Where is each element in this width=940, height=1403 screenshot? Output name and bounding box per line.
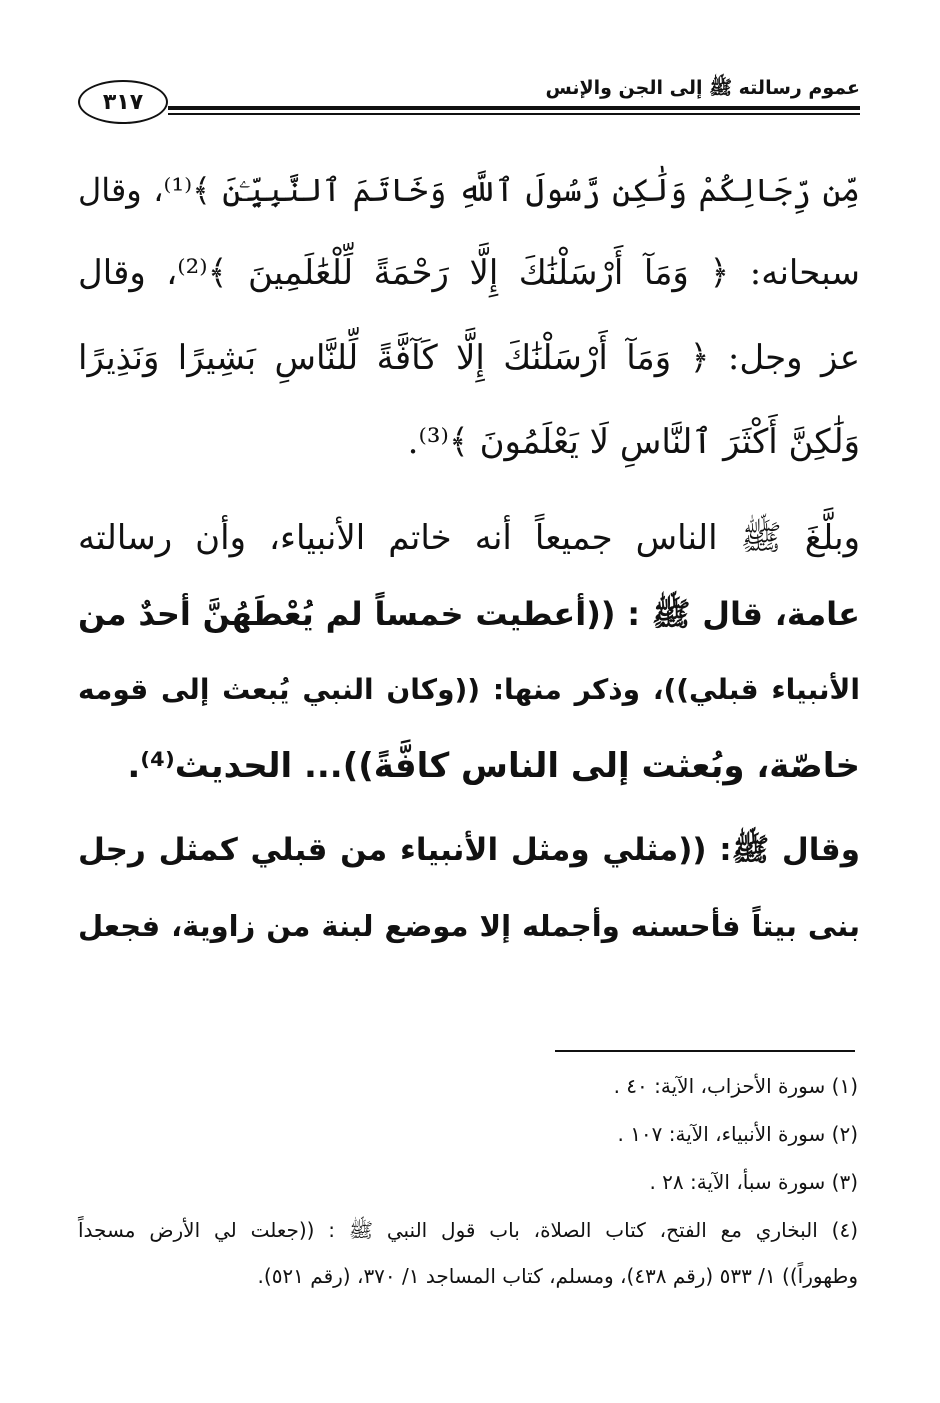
text-line: خاصّة، وبُعثت إلى الناس كافَّةً))... الحديث⁽⁴⁾. xyxy=(127,746,860,786)
page-number: ٣١٧ xyxy=(78,80,168,124)
text-line: سبحانه: ﴿ وَمَآ أَرْسَلْنَٰكَ إِلَّا رَحْمَةً لِّلْعَٰلَمِينَ ﴾⁽²⁾، وقال xyxy=(78,253,860,293)
paragraph-3 xyxy=(78,820,860,960)
text-line: وَلَٰكِنَّ أَكْثَرَ ٱلنَّاسِ لَا يَعْلَمُونَ ﴾⁽³⁾. xyxy=(407,422,860,462)
text-line: الأنبياء قبلي))، وذكر منها: ((وكان النبي يُبعث إلى قومه xyxy=(78,673,860,706)
footnote-2: (٢) سورة الأنبياء، الآية: ١٠٧ . xyxy=(617,1122,858,1146)
text-line: وبلَّغَ ﷺ الناس جميعاً أنه خاتم الأنبياء، وأن رسالته xyxy=(78,518,860,558)
text-line: وقال ﷺ: ((مثلي ومثل الأنبياء من قبلي كمثل رجل xyxy=(78,832,860,868)
text-line: بنى بيتاً فأحسنه وأجمله إلا موضع لبنة من زاوية، فجعل xyxy=(78,909,860,943)
paragraph-1 xyxy=(78,160,860,462)
text-line: عامة، قال ﷺ : ((أعطيت خمساً لم يُعْطَهُنَّ أحدٌ من xyxy=(78,595,860,633)
header-rule-thin xyxy=(168,113,860,115)
text-line: عز وجل: ﴿ وَمَآ أَرْسَلْنَٰكَ إِلَّا كَآفَّةً لِّلنَّاسِ بَشِيرًا وَنَذِيرًا xyxy=(78,338,860,378)
footnote-1: (١) سورة الأحزاب، الآية: ٤٠ . xyxy=(613,1074,858,1098)
text-line: مِّن رِّجَالِكُمْ وَلَٰكِن رَّسُولَ ٱللَّهِ وَخَاتَمَ ٱلنَّبِيِّـۧنَ ﴾⁽¹⁾، وقال xyxy=(78,171,860,209)
footnote-3: (٣) سورة سبأ، الآية: ٢٨ . xyxy=(649,1170,858,1194)
footnote-4-continued: وطهوراً)) ١/ ٥٣٣ (رقم ٤٣٨)، ومسلم، كتاب المساجد ١/ ٣٧٠، (رقم ٥٢١). xyxy=(257,1264,858,1288)
page-header xyxy=(78,70,860,140)
paragraph-2 xyxy=(78,508,860,808)
header-rule-thick xyxy=(168,106,860,110)
running-title: عموم رسالته ﷺ إلى الجن والإنس xyxy=(545,77,860,99)
footnote-4: (٤) البخاري مع الفتح، كتاب الصلاة، باب قول النبي ﷺ : ((جعلت لي الأرض مسجداً xyxy=(78,1218,858,1242)
footnote-separator xyxy=(555,1050,855,1052)
